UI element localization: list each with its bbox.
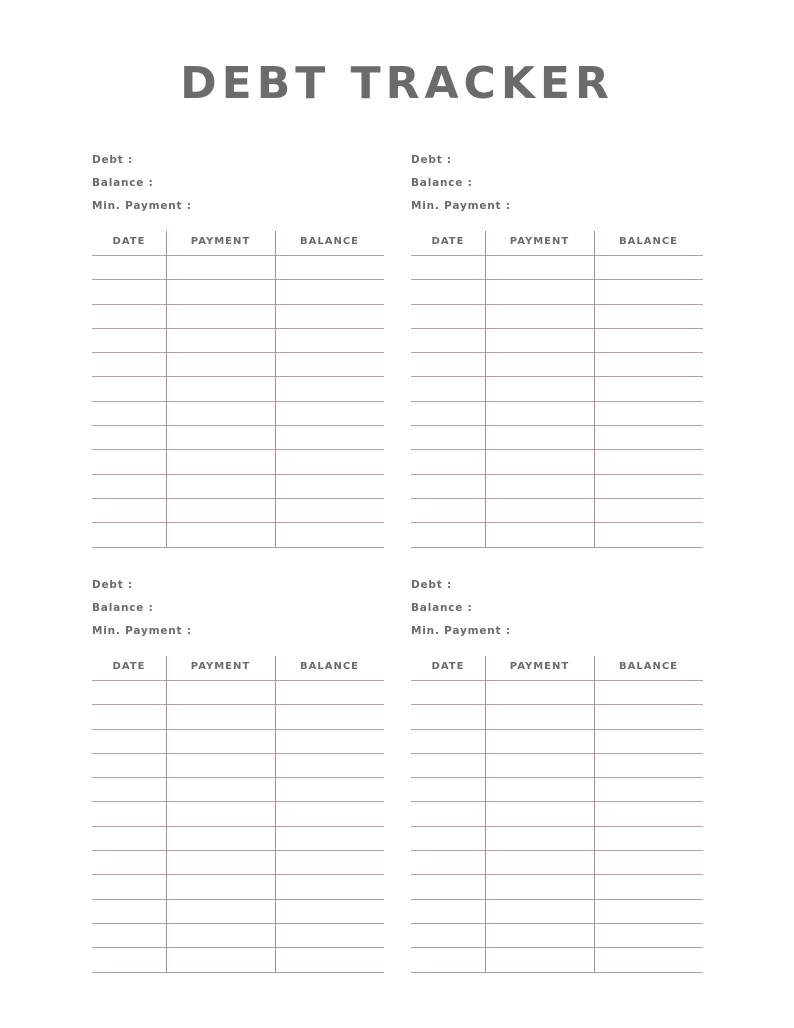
date-cell[interactable]	[411, 450, 485, 473]
table-row	[92, 851, 384, 875]
table-row	[411, 875, 703, 899]
table-row	[92, 377, 384, 401]
balance-cell[interactable]	[275, 353, 384, 376]
balance-cell[interactable]	[275, 681, 384, 704]
payment-cell[interactable]	[485, 802, 594, 825]
debt-tracker-2	[411, 151, 703, 548]
payment-cell[interactable]	[166, 353, 275, 376]
date-cell[interactable]	[92, 778, 166, 801]
table-row	[411, 681, 703, 705]
date-column-header: DATE	[112, 661, 146, 672]
balance-cell[interactable]	[275, 754, 384, 777]
table-row	[411, 827, 703, 851]
payment-cell[interactable]	[166, 280, 275, 303]
payment-cell[interactable]	[166, 377, 275, 400]
min-payment-label: Min. Payment :	[92, 200, 192, 212]
debt-tracker-3	[92, 576, 384, 973]
table-row	[411, 802, 703, 826]
date-column-header: DATE	[431, 661, 465, 672]
payment-cell[interactable]	[485, 450, 594, 473]
table-header	[92, 656, 384, 681]
payment-cell[interactable]	[166, 426, 275, 449]
payment-log-table	[92, 231, 384, 548]
balance-cell[interactable]	[275, 305, 384, 328]
table-row	[411, 402, 703, 426]
table-row	[411, 377, 703, 401]
balance-label: Balance :	[411, 177, 473, 189]
payment-cell[interactable]	[166, 402, 275, 425]
date-cell[interactable]	[92, 523, 166, 546]
date-cell[interactable]	[92, 851, 166, 874]
date-cell[interactable]	[411, 802, 485, 825]
table-row	[411, 499, 703, 523]
date-cell[interactable]	[92, 875, 166, 898]
table-header	[92, 231, 384, 256]
date-cell[interactable]	[92, 280, 166, 303]
balance-cell[interactable]	[594, 802, 703, 825]
table-row	[411, 924, 703, 948]
payment-cell[interactable]	[485, 353, 594, 376]
table-row	[411, 705, 703, 729]
date-cell[interactable]	[92, 499, 166, 522]
payment-cell[interactable]	[485, 948, 594, 971]
payment-cell[interactable]	[485, 924, 594, 947]
date-cell[interactable]	[92, 730, 166, 753]
table-row	[411, 426, 703, 450]
table-body	[92, 256, 384, 548]
payment-cell[interactable]	[485, 256, 594, 279]
balance-cell[interactable]	[594, 305, 703, 328]
date-cell[interactable]	[92, 402, 166, 425]
payment-cell[interactable]	[166, 924, 275, 947]
table-row	[92, 827, 384, 851]
date-cell[interactable]	[411, 827, 485, 850]
payment-column-header: PAYMENT	[509, 236, 570, 247]
debt-label: Debt :	[92, 154, 134, 166]
date-cell[interactable]	[92, 450, 166, 473]
payment-cell[interactable]	[485, 329, 594, 352]
balance-cell[interactable]	[594, 450, 703, 473]
balance-cell[interactable]	[275, 402, 384, 425]
date-cell[interactable]	[411, 681, 485, 704]
balance-cell[interactable]	[594, 827, 703, 850]
balance-cell[interactable]	[275, 280, 384, 303]
debt-label: Debt :	[92, 579, 134, 591]
date-column-header: DATE	[112, 236, 146, 247]
balance-cell[interactable]	[594, 523, 703, 546]
date-cell[interactable]	[411, 475, 485, 498]
payment-cell[interactable]	[485, 754, 594, 777]
table-row	[411, 305, 703, 329]
table-row	[92, 353, 384, 377]
debt-label: Debt :	[411, 154, 453, 166]
balance-cell[interactable]	[594, 256, 703, 279]
table-body	[411, 256, 703, 548]
date-cell[interactable]	[411, 705, 485, 728]
table-row	[411, 754, 703, 778]
table-row	[92, 875, 384, 899]
balance-cell[interactable]	[594, 329, 703, 352]
payment-cell[interactable]	[166, 475, 275, 498]
balance-cell[interactable]	[594, 924, 703, 947]
payment-cell[interactable]	[485, 402, 594, 425]
column-divider	[485, 656, 486, 973]
payment-cell[interactable]	[166, 681, 275, 704]
table-row	[92, 450, 384, 474]
balance-label: Balance :	[92, 177, 154, 189]
payment-cell[interactable]	[166, 329, 275, 352]
date-cell[interactable]	[411, 900, 485, 923]
date-cell[interactable]	[411, 426, 485, 449]
date-cell[interactable]	[411, 280, 485, 303]
balance-cell[interactable]	[594, 778, 703, 801]
payment-cell[interactable]	[166, 305, 275, 328]
date-cell[interactable]	[92, 900, 166, 923]
debt-tracker-4	[411, 576, 703, 973]
balance-cell[interactable]	[594, 499, 703, 522]
table-row	[92, 280, 384, 304]
table-row	[92, 426, 384, 450]
table-row	[92, 705, 384, 729]
date-cell[interactable]	[411, 730, 485, 753]
balance-cell[interactable]	[594, 900, 703, 923]
balance-cell[interactable]	[594, 426, 703, 449]
date-cell[interactable]	[411, 256, 485, 279]
payment-cell[interactable]	[166, 450, 275, 473]
balance-cell[interactable]	[594, 475, 703, 498]
column-divider	[275, 656, 276, 973]
table-row	[411, 948, 703, 972]
table-row	[92, 948, 384, 972]
payment-cell[interactable]	[166, 499, 275, 522]
column-divider	[594, 656, 595, 973]
date-cell[interactable]	[92, 754, 166, 777]
payment-cell[interactable]	[485, 681, 594, 704]
balance-cell[interactable]	[594, 280, 703, 303]
balance-column-header: BALANCE	[299, 661, 359, 672]
date-cell[interactable]	[92, 329, 166, 352]
balance-label: Balance :	[411, 602, 473, 614]
date-cell[interactable]	[92, 475, 166, 498]
date-cell[interactable]	[411, 353, 485, 376]
balance-cell[interactable]	[594, 681, 703, 704]
payment-cell[interactable]	[485, 875, 594, 898]
payment-cell[interactable]	[166, 705, 275, 728]
table-row	[92, 778, 384, 802]
date-cell[interactable]	[411, 329, 485, 352]
date-cell[interactable]	[92, 353, 166, 376]
date-cell[interactable]	[92, 377, 166, 400]
column-divider	[166, 231, 167, 548]
balance-column-header: BALANCE	[618, 661, 678, 672]
balance-cell[interactable]	[275, 730, 384, 753]
date-cell[interactable]	[92, 802, 166, 825]
column-divider	[275, 231, 276, 548]
payment-column-header: PAYMENT	[190, 661, 251, 672]
date-cell[interactable]	[411, 499, 485, 522]
balance-cell[interactable]	[275, 523, 384, 546]
payment-column-header: PAYMENT	[509, 661, 570, 672]
payment-cell[interactable]	[166, 827, 275, 850]
column-divider	[594, 231, 595, 548]
table-row	[92, 305, 384, 329]
balance-cell[interactable]	[275, 426, 384, 449]
debt-tracker-1	[92, 151, 384, 548]
date-cell[interactable]	[411, 305, 485, 328]
payment-cell[interactable]	[485, 827, 594, 850]
table-row	[92, 681, 384, 705]
table-row	[92, 900, 384, 924]
date-cell[interactable]	[92, 426, 166, 449]
balance-cell[interactable]	[275, 499, 384, 522]
date-cell[interactable]	[92, 948, 166, 971]
payment-cell[interactable]	[166, 802, 275, 825]
payment-cell[interactable]	[166, 900, 275, 923]
date-cell[interactable]	[92, 305, 166, 328]
table-row	[92, 730, 384, 754]
balance-cell[interactable]	[275, 256, 384, 279]
payment-cell[interactable]	[166, 875, 275, 898]
table-row	[92, 402, 384, 426]
table-row	[411, 778, 703, 802]
balance-cell[interactable]	[275, 377, 384, 400]
balance-cell[interactable]	[594, 875, 703, 898]
payment-cell[interactable]	[166, 851, 275, 874]
table-header	[411, 231, 703, 256]
payment-cell[interactable]	[485, 305, 594, 328]
table-row	[411, 329, 703, 353]
balance-cell[interactable]	[594, 851, 703, 874]
date-cell[interactable]	[411, 778, 485, 801]
date-cell[interactable]	[411, 875, 485, 898]
payment-cell[interactable]	[166, 948, 275, 971]
date-cell[interactable]	[411, 948, 485, 971]
balance-cell[interactable]	[594, 948, 703, 971]
balance-cell[interactable]	[275, 827, 384, 850]
payment-cell[interactable]	[485, 730, 594, 753]
table-row	[92, 329, 384, 353]
date-cell[interactable]	[92, 705, 166, 728]
table-row	[411, 523, 703, 547]
payment-cell[interactable]	[166, 730, 275, 753]
date-cell[interactable]	[92, 924, 166, 947]
payment-cell[interactable]	[485, 426, 594, 449]
balance-cell[interactable]	[594, 705, 703, 728]
payment-cell[interactable]	[485, 778, 594, 801]
balance-cell[interactable]	[275, 924, 384, 947]
table-row	[92, 523, 384, 547]
balance-cell[interactable]	[275, 705, 384, 728]
payment-cell[interactable]	[166, 778, 275, 801]
payment-cell[interactable]	[485, 280, 594, 303]
balance-cell[interactable]	[594, 754, 703, 777]
min-payment-label: Min. Payment :	[411, 200, 511, 212]
date-cell[interactable]	[92, 681, 166, 704]
column-divider	[166, 656, 167, 973]
payment-cell[interactable]	[485, 705, 594, 728]
min-payment-label: Min. Payment :	[92, 625, 192, 637]
balance-cell[interactable]	[275, 851, 384, 874]
payment-cell[interactable]	[166, 256, 275, 279]
date-cell[interactable]	[411, 377, 485, 400]
table-row	[411, 450, 703, 474]
payment-cell[interactable]	[485, 377, 594, 400]
column-divider	[485, 231, 486, 548]
balance-cell[interactable]	[275, 802, 384, 825]
payment-cell[interactable]	[485, 499, 594, 522]
balance-cell[interactable]	[275, 900, 384, 923]
table-row	[92, 802, 384, 826]
date-cell[interactable]	[411, 402, 485, 425]
date-cell[interactable]	[92, 256, 166, 279]
debt-label: Debt :	[411, 579, 453, 591]
balance-cell[interactable]	[594, 730, 703, 753]
table-row	[92, 924, 384, 948]
balance-cell[interactable]	[275, 450, 384, 473]
balance-cell[interactable]	[275, 778, 384, 801]
date-cell[interactable]	[411, 754, 485, 777]
payment-cell[interactable]	[485, 475, 594, 498]
table-row	[411, 851, 703, 875]
payment-log-table	[411, 231, 703, 548]
payment-cell[interactable]	[166, 754, 275, 777]
table-row	[411, 730, 703, 754]
balance-cell[interactable]	[594, 402, 703, 425]
balance-column-header: BALANCE	[618, 236, 678, 247]
table-row	[411, 900, 703, 924]
table-body	[92, 681, 384, 973]
date-cell[interactable]	[411, 851, 485, 874]
date-cell[interactable]	[92, 827, 166, 850]
table-row	[411, 256, 703, 280]
payment-column-header: PAYMENT	[190, 236, 251, 247]
balance-column-header: BALANCE	[299, 236, 359, 247]
date-cell[interactable]	[411, 924, 485, 947]
payment-cell[interactable]	[485, 900, 594, 923]
payment-log-table	[411, 656, 703, 973]
table-row	[92, 499, 384, 523]
balance-cell[interactable]	[275, 475, 384, 498]
table-row	[411, 353, 703, 377]
payment-log-table	[92, 656, 384, 973]
table-row	[411, 280, 703, 304]
table-row	[92, 475, 384, 499]
date-column-header: DATE	[431, 236, 465, 247]
min-payment-label: Min. Payment :	[411, 625, 511, 637]
table-header	[411, 656, 703, 681]
balance-cell[interactable]	[594, 353, 703, 376]
table-row	[92, 754, 384, 778]
balance-cell[interactable]	[275, 948, 384, 971]
payment-cell[interactable]	[485, 851, 594, 874]
payment-cell[interactable]	[166, 523, 275, 546]
table-row	[92, 256, 384, 280]
table-row	[411, 475, 703, 499]
payment-cell[interactable]	[485, 523, 594, 546]
balance-cell[interactable]	[275, 875, 384, 898]
date-cell[interactable]	[411, 523, 485, 546]
page-title: DEBT TRACKER	[180, 58, 614, 109]
balance-cell[interactable]	[594, 377, 703, 400]
balance-label: Balance :	[92, 602, 154, 614]
balance-cell[interactable]	[275, 329, 384, 352]
table-body	[411, 681, 703, 973]
